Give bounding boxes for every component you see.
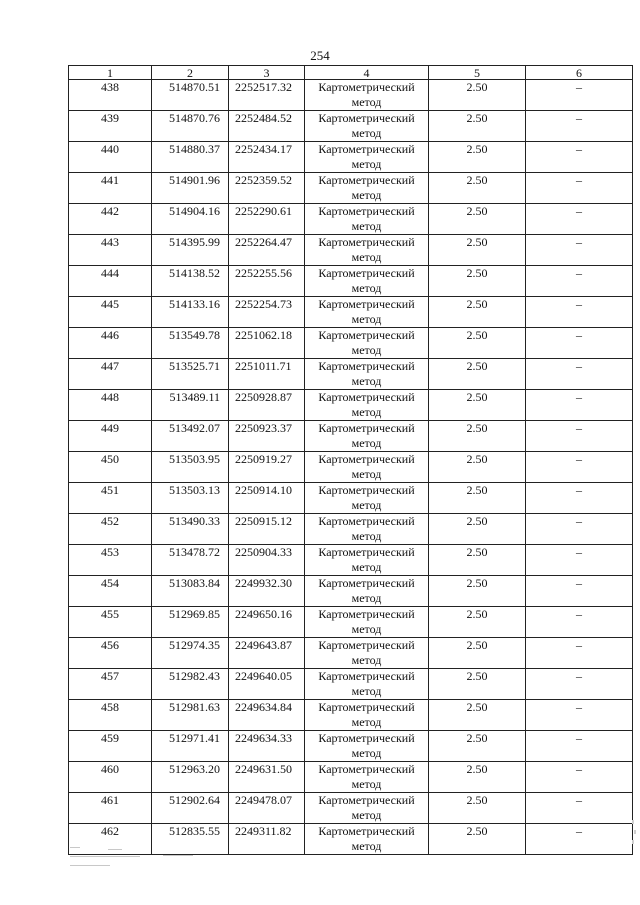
cell-y-coordinate: 2249478.07 xyxy=(229,793,305,824)
cell-y-coordinate: 2250919.27 xyxy=(229,452,305,483)
cell-point-number: 438 xyxy=(69,80,152,111)
cell-point-number: 446 xyxy=(69,328,152,359)
cell-column-6: – xyxy=(526,669,633,700)
cell-column-6: – xyxy=(526,80,633,111)
cell-method: Картометрический метод xyxy=(305,545,429,576)
cell-column-6: – xyxy=(526,700,633,731)
cell-column-6: – xyxy=(526,390,633,421)
cell-y-coordinate: 2252264.47 xyxy=(229,235,305,266)
cell-x-coordinate: 512981.63 xyxy=(152,700,229,731)
scan-artifact-edge xyxy=(632,820,638,850)
cell-x-coordinate: 514133.16 xyxy=(152,297,229,328)
cell-point-number: 459 xyxy=(69,731,152,762)
cell-accuracy: 2.50 xyxy=(429,824,526,855)
cell-x-coordinate: 513083.84 xyxy=(152,576,229,607)
cell-method: Картометрический метод xyxy=(305,328,429,359)
table-row xyxy=(69,452,633,483)
table-row xyxy=(69,483,633,514)
cell-method: Картометрический метод xyxy=(305,638,429,669)
cell-x-coordinate: 514138.52 xyxy=(152,266,229,297)
cell-accuracy: 2.50 xyxy=(429,204,526,235)
cell-column-6: – xyxy=(526,576,633,607)
cell-column-6: – xyxy=(526,359,633,390)
cell-x-coordinate: 514901.96 xyxy=(152,173,229,204)
cell-accuracy: 2.50 xyxy=(429,731,526,762)
cell-x-coordinate: 512982.43 xyxy=(152,669,229,700)
cell-point-number: 440 xyxy=(69,142,152,173)
cell-y-coordinate: 2249640.05 xyxy=(229,669,305,700)
column-header-accuracy: 5 xyxy=(429,66,526,80)
cell-column-6: – xyxy=(526,731,633,762)
cell-point-number: 445 xyxy=(69,297,152,328)
table-row xyxy=(69,390,633,421)
column-header-x-coordinate: 2 xyxy=(152,66,229,80)
cell-column-6: – xyxy=(526,235,633,266)
cell-x-coordinate: 513525.71 xyxy=(152,359,229,390)
cell-method: Картометрический метод xyxy=(305,793,429,824)
cell-accuracy: 2.50 xyxy=(429,266,526,297)
table-row xyxy=(69,173,633,204)
cell-x-coordinate: 512974.35 xyxy=(152,638,229,669)
cell-point-number: 462 xyxy=(69,824,152,855)
cell-x-coordinate: 513549.78 xyxy=(152,328,229,359)
cell-accuracy: 2.50 xyxy=(429,452,526,483)
cell-accuracy: 2.50 xyxy=(429,483,526,514)
cell-accuracy: 2.50 xyxy=(429,328,526,359)
cell-column-6: – xyxy=(526,762,633,793)
cell-accuracy: 2.50 xyxy=(429,421,526,452)
cell-accuracy: 2.50 xyxy=(429,514,526,545)
table-row xyxy=(69,235,633,266)
table-row xyxy=(69,545,633,576)
cell-method: Картометрический метод xyxy=(305,297,429,328)
cell-x-coordinate: 513503.95 xyxy=(152,452,229,483)
cell-y-coordinate: 2250915.12 xyxy=(229,514,305,545)
table-row xyxy=(69,638,633,669)
cell-point-number: 454 xyxy=(69,576,152,607)
cell-method: Картометрический метод xyxy=(305,390,429,421)
table-body xyxy=(69,80,633,855)
cell-y-coordinate: 2249643.87 xyxy=(229,638,305,669)
cell-method: Картометрический метод xyxy=(305,762,429,793)
cell-method: Картометрический метод xyxy=(305,700,429,731)
cell-y-coordinate: 2250928.87 xyxy=(229,390,305,421)
cell-method: Картометрический метод xyxy=(305,607,429,638)
cell-y-coordinate: 2249311.82 xyxy=(229,824,305,855)
cell-point-number: 443 xyxy=(69,235,152,266)
cell-point-number: 451 xyxy=(69,483,152,514)
cell-column-6: – xyxy=(526,266,633,297)
cell-x-coordinate: 513492.07 xyxy=(152,421,229,452)
cell-accuracy: 2.50 xyxy=(429,235,526,266)
cell-accuracy: 2.50 xyxy=(429,80,526,111)
cell-y-coordinate: 2250904.33 xyxy=(229,545,305,576)
table-header-row xyxy=(69,66,633,80)
cell-method: Картометрический метод xyxy=(305,483,429,514)
cell-method: Картометрический метод xyxy=(305,266,429,297)
cell-column-6: – xyxy=(526,204,633,235)
cell-point-number: 460 xyxy=(69,762,152,793)
table-row xyxy=(69,514,633,545)
cell-method: Картометрический метод xyxy=(305,80,429,111)
cell-column-6: – xyxy=(526,173,633,204)
column-header-method: 4 xyxy=(305,66,429,80)
cell-column-6: – xyxy=(526,607,633,638)
cell-x-coordinate: 512963.20 xyxy=(152,762,229,793)
cell-x-coordinate: 512971.41 xyxy=(152,731,229,762)
column-header-y-coordinate: 3 xyxy=(229,66,305,80)
cell-y-coordinate: 2252484.52 xyxy=(229,111,305,142)
cell-column-6: – xyxy=(526,793,633,824)
cell-method: Картометрический метод xyxy=(305,731,429,762)
cell-point-number: 444 xyxy=(69,266,152,297)
cell-method: Картометрический метод xyxy=(305,235,429,266)
cell-column-6: – xyxy=(526,452,633,483)
cell-accuracy: 2.50 xyxy=(429,700,526,731)
cell-y-coordinate: 2249650.16 xyxy=(229,607,305,638)
cell-point-number: 458 xyxy=(69,700,152,731)
scan-artifact xyxy=(68,843,218,873)
column-header-column-6: 6 xyxy=(526,66,633,80)
cell-point-number: 457 xyxy=(69,669,152,700)
cell-y-coordinate: 2249631.50 xyxy=(229,762,305,793)
cell-x-coordinate: 512835.55 xyxy=(152,824,229,855)
cell-y-coordinate: 2250923.37 xyxy=(229,421,305,452)
cell-y-coordinate: 2251062.18 xyxy=(229,328,305,359)
table-row xyxy=(69,204,633,235)
page-number: 254 xyxy=(310,48,330,63)
cell-column-6: – xyxy=(526,142,633,173)
table-row xyxy=(69,297,633,328)
cell-y-coordinate: 2252359.52 xyxy=(229,173,305,204)
cell-column-6: – xyxy=(526,297,633,328)
cell-accuracy: 2.50 xyxy=(429,762,526,793)
cell-x-coordinate: 513478.72 xyxy=(152,545,229,576)
cell-accuracy: 2.50 xyxy=(429,607,526,638)
column-header-point-number: 1 xyxy=(69,66,152,80)
cell-accuracy: 2.50 xyxy=(429,142,526,173)
cell-x-coordinate: 512969.85 xyxy=(152,607,229,638)
cell-column-6: – xyxy=(526,421,633,452)
cell-y-coordinate: 2252434.17 xyxy=(229,142,305,173)
cell-point-number: 452 xyxy=(69,514,152,545)
cell-method: Картометрический метод xyxy=(305,514,429,545)
cell-x-coordinate: 513503.13 xyxy=(152,483,229,514)
cell-column-6: – xyxy=(526,638,633,669)
cell-y-coordinate: 2252290.61 xyxy=(229,204,305,235)
cell-point-number: 447 xyxy=(69,359,152,390)
cell-method: Картометрический метод xyxy=(305,111,429,142)
cell-column-6: – xyxy=(526,328,633,359)
cell-point-number: 442 xyxy=(69,204,152,235)
cell-method: Картометрический метод xyxy=(305,421,429,452)
cell-y-coordinate: 2251011.71 xyxy=(229,359,305,390)
cell-point-number: 448 xyxy=(69,390,152,421)
cell-column-6: – xyxy=(526,111,633,142)
cell-column-6: – xyxy=(526,545,633,576)
cell-accuracy: 2.50 xyxy=(429,359,526,390)
cell-method: Картометрический метод xyxy=(305,142,429,173)
table-row xyxy=(69,142,633,173)
cell-point-number: 453 xyxy=(69,545,152,576)
cell-method: Картометрический метод xyxy=(305,204,429,235)
cell-x-coordinate: 513490.33 xyxy=(152,514,229,545)
table-row xyxy=(69,576,633,607)
cell-column-6: – xyxy=(526,483,633,514)
cell-point-number: 449 xyxy=(69,421,152,452)
cell-x-coordinate: 512902.64 xyxy=(152,793,229,824)
cell-x-coordinate: 514880.37 xyxy=(152,142,229,173)
cell-accuracy: 2.50 xyxy=(429,390,526,421)
cell-point-number: 456 xyxy=(69,638,152,669)
cell-x-coordinate: 514870.76 xyxy=(152,111,229,142)
table-row xyxy=(69,669,633,700)
cell-accuracy: 2.50 xyxy=(429,173,526,204)
cell-point-number: 450 xyxy=(69,452,152,483)
cell-point-number: 461 xyxy=(69,793,152,824)
cell-method: Картометрический метод xyxy=(305,359,429,390)
cell-y-coordinate: 2252254.73 xyxy=(229,297,305,328)
cell-y-coordinate: 2250914.10 xyxy=(229,483,305,514)
cell-accuracy: 2.50 xyxy=(429,793,526,824)
table-row xyxy=(69,359,633,390)
cell-y-coordinate: 2249932.30 xyxy=(229,576,305,607)
cell-y-coordinate: 2252255.56 xyxy=(229,266,305,297)
cell-point-number: 439 xyxy=(69,111,152,142)
table-row xyxy=(69,607,633,638)
cell-accuracy: 2.50 xyxy=(429,545,526,576)
cell-accuracy: 2.50 xyxy=(429,669,526,700)
table-row xyxy=(69,700,633,731)
cell-point-number: 455 xyxy=(69,607,152,638)
cell-accuracy: 2.50 xyxy=(429,297,526,328)
cell-accuracy: 2.50 xyxy=(429,638,526,669)
cell-y-coordinate: 2249634.33 xyxy=(229,731,305,762)
cell-method: Картометрический метод xyxy=(305,576,429,607)
table-row xyxy=(69,328,633,359)
cell-x-coordinate: 514395.99 xyxy=(152,235,229,266)
cell-method: Картометрический метод xyxy=(305,452,429,483)
cell-point-number: 441 xyxy=(69,173,152,204)
cell-accuracy: 2.50 xyxy=(429,111,526,142)
table-row xyxy=(69,80,633,111)
coordinates-table xyxy=(68,65,633,855)
cell-y-coordinate: 2249634.84 xyxy=(229,700,305,731)
cell-method: Картометрический метод xyxy=(305,173,429,204)
cell-x-coordinate: 513489.11 xyxy=(152,390,229,421)
cell-column-6: – xyxy=(526,514,633,545)
cell-x-coordinate: 514904.16 xyxy=(152,204,229,235)
cell-accuracy: 2.50 xyxy=(429,576,526,607)
cell-x-coordinate: 514870.51 xyxy=(152,80,229,111)
table-row xyxy=(69,793,633,824)
cell-method: Картометрический метод xyxy=(305,824,429,855)
table-row xyxy=(69,762,633,793)
cell-column-6: – xyxy=(526,824,633,855)
table-row xyxy=(69,421,633,452)
cell-method: Картометрический метод xyxy=(305,669,429,700)
table-row xyxy=(69,266,633,297)
table-row xyxy=(69,731,633,762)
table-row xyxy=(69,111,633,142)
cell-y-coordinate: 2252517.32 xyxy=(229,80,305,111)
